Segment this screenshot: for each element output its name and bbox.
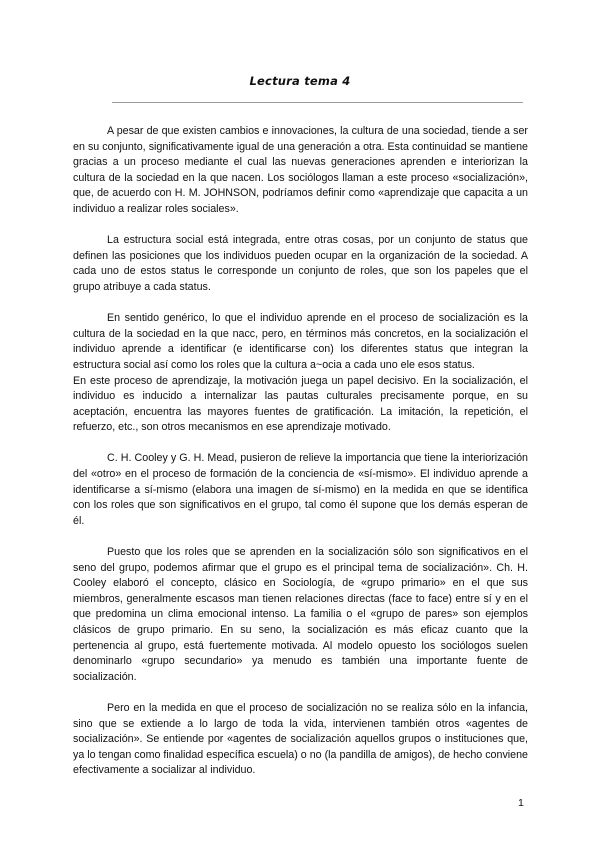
paragraph-4: En este proceso de aprendizaje, la motivación juega un papel decisivo. En la socialización, el individuo es inducido a internalizar las pautas culturales precisamente porque, en su aceptación, encuentra las mayores fuentes de gratificación. La imitación, la repetición, el refuerzo, etc., son otros mecanismos en ese aprendizaje motivado. <box>73 374 528 434</box>
title-divider <box>112 102 523 103</box>
paragraph-1: A pesar de que existen cambios e innovaciones, la cultura de una sociedad, tiende a ser en su conjunto, significativamente igual de una generación a otra. Esta continuidad se mantiene gracias a un proceso mediante el cual las nuevas generaciones aprenden e interiorizan la cultura de la sociedad en la que nacen. Los sociólogos llaman a este proceso «socialización», que, de acuerdo con H. M. JOHNSON, podríamos definir como «aprendizaje que capacita a un individuo a realizar roles sociales». <box>73 125 528 215</box>
document-body <box>73 124 528 795</box>
document-title: Lectura tema 4 <box>249 74 351 88</box>
paragraph-2: La estructura social está integrada, entre otras cosas, por un conjunto de status que definen las posiciones que los individuos pueden ocupar en la organización de la sociedad. A cada uno de estos status le corresponde un conjunto de roles, que son los papeles que el grupo atribuye a cada status. <box>73 234 528 293</box>
paragraph-7: Pero en la medida en que el proceso de socialización no se realiza sólo en la infancia, sino que se extiende a lo largo de toda la vida, intervienen también otros «agentes de socialización». Se entiende por «agentes de socialización aquellos grupos o instituciones que, ya lo tengan como finalidad específica escuela) o no (la pandilla de amigos), de hecho conviene efectivamente a socializar al individuo. <box>73 701 528 777</box>
paragraph-6: Puesto que los roles que se aprenden en la socialización sólo son significativos en el seno del grupo, podemos afirmar que el grupo es el principal tema de socialización». Ch. H. Cooley elaboró el concepto, clásico en Sociología, de «grupo primario» en el que sus miembros, generalmente escasos man tienen relaciones directas (face to face) entre sí y en el que predomina un clima emocional intenso. La familia o el «grupo de pares» son ejemplos clásicos de grupo primario. En su seno, la socialización es más eficaz cuanto que la pertenencia al grupo, está fuertemente motivada. Al modelo opuesto los sociólogos suelen denominarlo «grupo secundario» ya menudo es también una importante fuente de socialización. <box>73 546 528 683</box>
paragraph-5: C. H. Cooley y G. H. Mead, pusieron de relieve la importancia que tiene la interiorización del «otro» en el proceso de formación de la conciencia de «sí-mismo». El individuo aprende a identificarse a sí-mismo (elabora una imagen de sí-mismo) en la medida en que se identifica con los roles que son significativos en el grupo, tal como él supone que los demás esperan de él. <box>73 452 528 527</box>
page-number: 1 <box>518 797 524 809</box>
paragraph-3: En sentido genérico, lo que el individuo aprende en el proceso de socialización es la cultura de la sociedad en la que nacc, pero, en términos más concretos, en la socialización el individuo aprende a identificar (e identificarse con) los diferentes status que integran la estructura social así como los roles que la cultura a~ocia a cada uno ele esos status. <box>73 312 528 371</box>
